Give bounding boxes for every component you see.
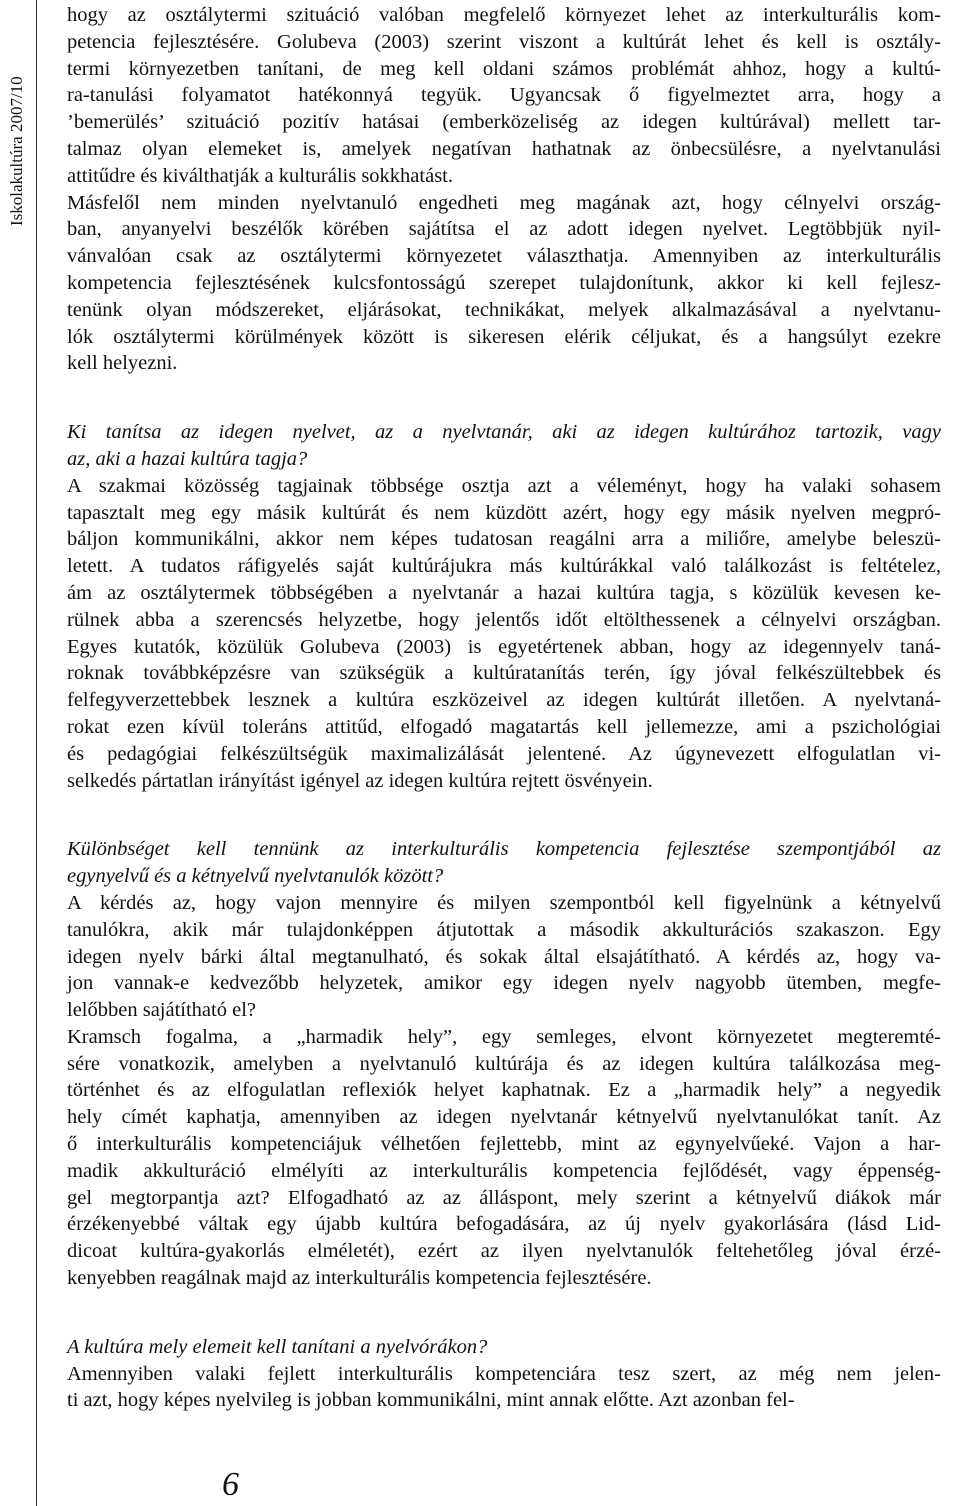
text-line: Egyes kutatók, közülük Golubeva (2003) is egyetértenek abban, hogy az idegennyelv taná- [67,635,941,658]
text-line: ban, anyanyelvi beszélők körében sajátítsa el az adott idegen nyelvet. Legtöbbjük nyil- [67,218,941,241]
paragraph [67,890,941,1024]
text-line: Másfelől nem minden nyelvtanuló engedheti meg magának azt, hogy célnyelvi ország- [67,191,941,214]
question-line: A kultúra mely elemeit kell tanítani a nyelvórákon? [67,1335,488,1358]
section-question [67,1334,941,1361]
text-line: tanulókra, akik már tulajdonképpen átjutottak a második akkulturációs szakaszon. Egy [67,918,941,941]
question-line: az, aki a hazai kultúra tagja? [67,447,308,470]
question-line: Ki tanítsa az idegen nyelvet, az a nyelvtanár, aki az idegen kultúrához tartozik, vagy [67,421,941,444]
page-number: 6 [222,1466,239,1503]
text-line: A kérdés az, hogy vajon mennyire és milyen szempontból kell figyelnünk a kétnyelvű [67,891,941,914]
text-line: gel megtorpantja azt? Elfogadható az az álláspont, mely szerint a kétnyelvű diákok már [67,1186,941,1209]
text-line: báljon kommunikálni, akkor nem képes tudatosan reagálni arra a miliőre, amelybe beleszü- [67,528,941,551]
text-line: ’bemerülés’ szituáció pozitív hatásai (emberközeliség az idegen kultúrával) mellett tar- [67,111,941,134]
text-line: petencia fejlesztésére. Golubeva (2003) szerint viszont a kultúrát lehet és kell is osztály- [67,30,941,53]
text-line: Amennyiben valaki fejlett interkulturális kompetenciára tesz szert, az még nem jelen- [67,1362,941,1385]
text-line: tapasztalt meg egy másik kultúrát és nem küzdött azért, hogy egy másik nyelven megpró- [67,501,941,524]
paragraph [67,1361,941,1415]
text-line: tenünk olyan módszereket, eljárásokat, technikákat, melyek alkalmazásával a nyelvtanu- [67,298,941,321]
text-line: vánvalóan csak az osztálytermi környezetet választhatja. Amennyiben az interkulturális [67,245,941,268]
text-line: madik akkulturáció elmélyíti az interkulturális kompetencia fejlődését, vagy éppenség- [67,1159,941,1182]
text-line: történhet és az elfogulatlan reflexiók helyet kaphatnak. Ez a „harmadik hely” a negyedik [67,1079,941,1102]
paragraph [67,190,941,378]
text-line: hogy az osztálytermi szituáció valóban megfelelő környezet lehet az interkulturális kom- [67,4,941,26]
text-line: hely címét kaphatja, amennyiben az idegen nyelvtanár kétnyelvű nyelvtanulókat tanít. Az [67,1106,941,1129]
text-line: kell helyezni. [67,352,178,375]
paragraph [67,473,941,795]
paragraph [67,2,941,190]
section-question [67,836,941,890]
text-line: kenyebben reagálnak majd az interkulturális kompetencia fejlesztésére. [67,1267,652,1290]
text-line: érzékenyebbé váltak egy újabb kultúra befogadására, az új nyelv gyakorlására (lásd Lid- [67,1213,941,1236]
question-line: egynyelvű és a kétnyelvű nyelvtanulók között? [67,865,444,888]
text-line: letett. A tudatos ráfigyelés saját kultúrájukra más kultúrákkal való találkozást is feltételez, [67,555,941,578]
text-line: ám az osztálytermek többségében a nyelvtanár a hazai kultúra tagja, s közülük kevesen ke- [67,581,941,604]
body-text [67,2,941,1414]
paragraph [67,1024,941,1292]
text-line: jon vannak-e kedvezőbb helyzetek, amikor egy idegen nyelv nagyobb ütemben, megfe- [67,972,941,995]
running-head-strip [0,0,37,1506]
text-line: idegen nyelv bárki által megtanulható, és sokak által elsajátítható. A kérdés az, hogy va- [67,945,941,968]
question-line: Különbséget kell tennünk az interkulturális kompetencia fejlesztése szempontjából az [67,838,941,861]
text-line: attitűdre és kiválthatják a kulturális sokkhatást. [67,164,453,187]
text-line: sére vonatkozik, amelyben a nyelvtanuló kultúrája és az idegen kultúra találkozása meg- [67,1052,941,1075]
text-line: rokat ezen kívül toleráns attitűd, elfogadó magatartás kell jellemezze, ami a pszichológiai [67,715,941,738]
text-line: lelőbben sajátítható el? [67,999,256,1022]
text-line: ti azt, hogy képes nyelvileg is jobban kommunikálni, mint annak előtte. Azt azonban fel- [67,1389,795,1412]
text-line: felfegyverzettebbek lesznek a kultúra eszközeivel az idegen kultúrát illetően. A nyelvtaná- [67,689,941,712]
running-head: Iskolakultúra 2007/10 [7,76,26,226]
text-line: kompetencia fejlesztésének kulcsfontosságú szerepet tulajdonítunk, akkor ki kell fejlesz- [67,271,941,294]
text-line: A szakmai közösség tagjainak többsége osztja azt a véleményt, hogy ha valaki sohasem [67,474,941,497]
text-line: ra-tanulási folyamatot hatékonnyá tegyük. Ugyancsak ő figyelmeztet arra, hogy a [67,84,941,107]
text-line: és pedagógiai felkészültségük maximalizálását jelentené. Az úgynevezett elfogulatlan vi- [67,742,941,765]
text-line: selkedés pártatlan irányítást igényel az idegen kultúra rejtett ösvényein. [67,769,653,792]
text-line: ő interkulturális kompetenciájuk vélhetően fejlettebb, mint az egynyelvűeké. Vajon a har- [67,1133,941,1156]
text-line: roknak továbbképzésre van szükségük a kultúratanítás terén, így jóval felkészültebbek és [67,662,941,685]
text-line: dicoat kultúra-gyakorlás elméletét), ezért az ilyen nyelvtanulók feltehetőleg jóval érzé- [67,1240,941,1263]
text-line: talmaz olyan elemeket is, amelyek negatívan hathatnak az önbecsülésre, a nyelvtanulási [67,137,941,160]
text-line: Kramsch fogalma, a „harmadik hely”, egy semleges, elvont környezetet megteremté- [67,1025,941,1048]
text-line: termi környezetben tanítani, de meg kell oldani számos problémát ahhoz, hogy a kultú- [67,57,941,80]
text-line: lók osztálytermi körülmények között is sikeresen elérik céljukat, és a hangsúlyt ezekre [67,325,941,348]
section-question [67,419,941,473]
text-line: rülnek abba a szerencsés helyzetbe, hogy jelentős időt eltölthessenek a célnyelvi országban. [67,608,941,631]
